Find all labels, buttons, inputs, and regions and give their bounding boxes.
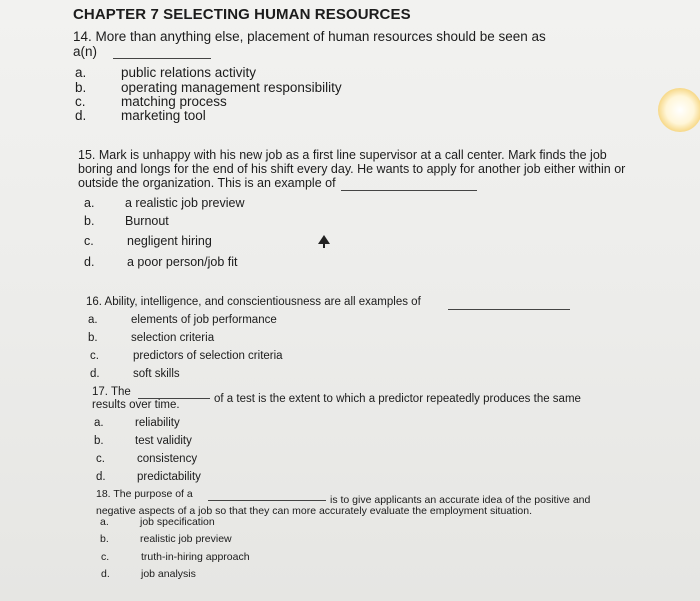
light-glare (658, 88, 700, 132)
q16-option-b-text: selection criteria (131, 332, 215, 344)
q17-stem-end: of a test is the extent to which a predictor repeatedly produces the same (214, 393, 581, 405)
q14-answer-blank (113, 58, 211, 59)
q17-option-d-text: predictability (137, 471, 201, 483)
q18-option-d-text: job analysis (141, 568, 196, 580)
q16-option-a-text: elements of job performance (131, 314, 277, 326)
q16-stem: 16. Ability, intelligence, and conscientiousness are all examples of (86, 296, 421, 308)
q15-option-a-letter: a. (84, 196, 95, 210)
q17-stem-start: 17. The (92, 386, 131, 398)
q17-option-b-text: test validity (135, 435, 192, 447)
q14-option-d-letter: d. (75, 108, 87, 123)
q17-stem-line2: results over time. (92, 399, 180, 411)
q15-option-c-text: negligent hiring (127, 234, 212, 248)
q16-option-d-text: soft skills (133, 368, 180, 380)
q15-option-d-text: a poor person/job fit (127, 255, 238, 269)
q18-stem-end: is to give applicants an accurate idea of the positive and (330, 494, 591, 506)
q14-option-b-text: operating management responsibility (121, 80, 342, 95)
q17-option-d-letter: d. (96, 471, 106, 483)
q16-option-a-letter: a. (88, 314, 98, 326)
q18-option-b-text: realistic job preview (140, 533, 232, 545)
q18-option-c-text: truth-in-hiring approach (141, 551, 250, 563)
q15-option-a-text: a realistic job preview (125, 196, 245, 210)
q16-answer-blank (448, 309, 570, 310)
q15-option-b-letter: b. (84, 214, 95, 228)
q18-answer-blank (208, 500, 326, 501)
q17-option-c-letter: c. (96, 453, 105, 465)
q15-answer-blank (341, 190, 477, 191)
q17-option-a-letter: a. (94, 417, 104, 429)
q18-option-c-letter: c. (101, 551, 110, 563)
q16-option-d-letter: d. (90, 368, 100, 380)
q18-option-b-letter: b. (100, 533, 109, 545)
q15-stem-line1: 15. Mark is unhappy with his new job as a first line supervisor at a call center. Mark finds the job (78, 148, 607, 162)
q15-option-c-letter: c. (84, 234, 94, 248)
q15-stem-line3: outside the organization. This is an example of (78, 176, 336, 190)
q17-option-c-text: consistency (137, 453, 198, 465)
q16-option-c-text: predictors of selection criteria (133, 350, 283, 362)
q18-option-a-text: job specification (140, 516, 215, 528)
q16-option-b-letter: b. (88, 332, 98, 344)
q14-stem-line1: 14. More than anything else, placement of human resources should be seen as (73, 29, 546, 44)
q14-option-c-letter: c. (75, 94, 86, 109)
q16-option-c-letter: c. (90, 350, 99, 362)
q17-option-b-letter: b. (94, 435, 104, 447)
mouse-pointer-stem (323, 243, 325, 248)
q15-option-b-text: Burnout (125, 214, 169, 228)
q18-stem-start: 18. The purpose of a (96, 488, 193, 500)
q18-option-a-letter: a. (100, 516, 109, 528)
q17-option-a-text: reliability (135, 417, 180, 429)
q15-option-d-letter: d. (84, 255, 95, 269)
q14-option-a-letter: a. (75, 65, 87, 80)
q14-option-a-text: public relations activity (121, 65, 257, 80)
q14-option-c-text: matching process (121, 94, 227, 109)
chapter-title: CHAPTER 7 SELECTING HUMAN RESOURCES (73, 6, 411, 23)
q14-stem-line2: a(n) (73, 44, 98, 59)
q14-option-b-letter: b. (75, 80, 87, 95)
q14-option-d-text: marketing tool (121, 108, 206, 123)
q18-stem-line2: negative aspects of a job so that they can more accurately evaluate the employment situation. (96, 505, 533, 517)
q18-option-d-letter: d. (101, 568, 110, 580)
q15-stem-line2: boring and longs for the end of his shift every day. He wants to apply for another job either within or (78, 162, 626, 176)
